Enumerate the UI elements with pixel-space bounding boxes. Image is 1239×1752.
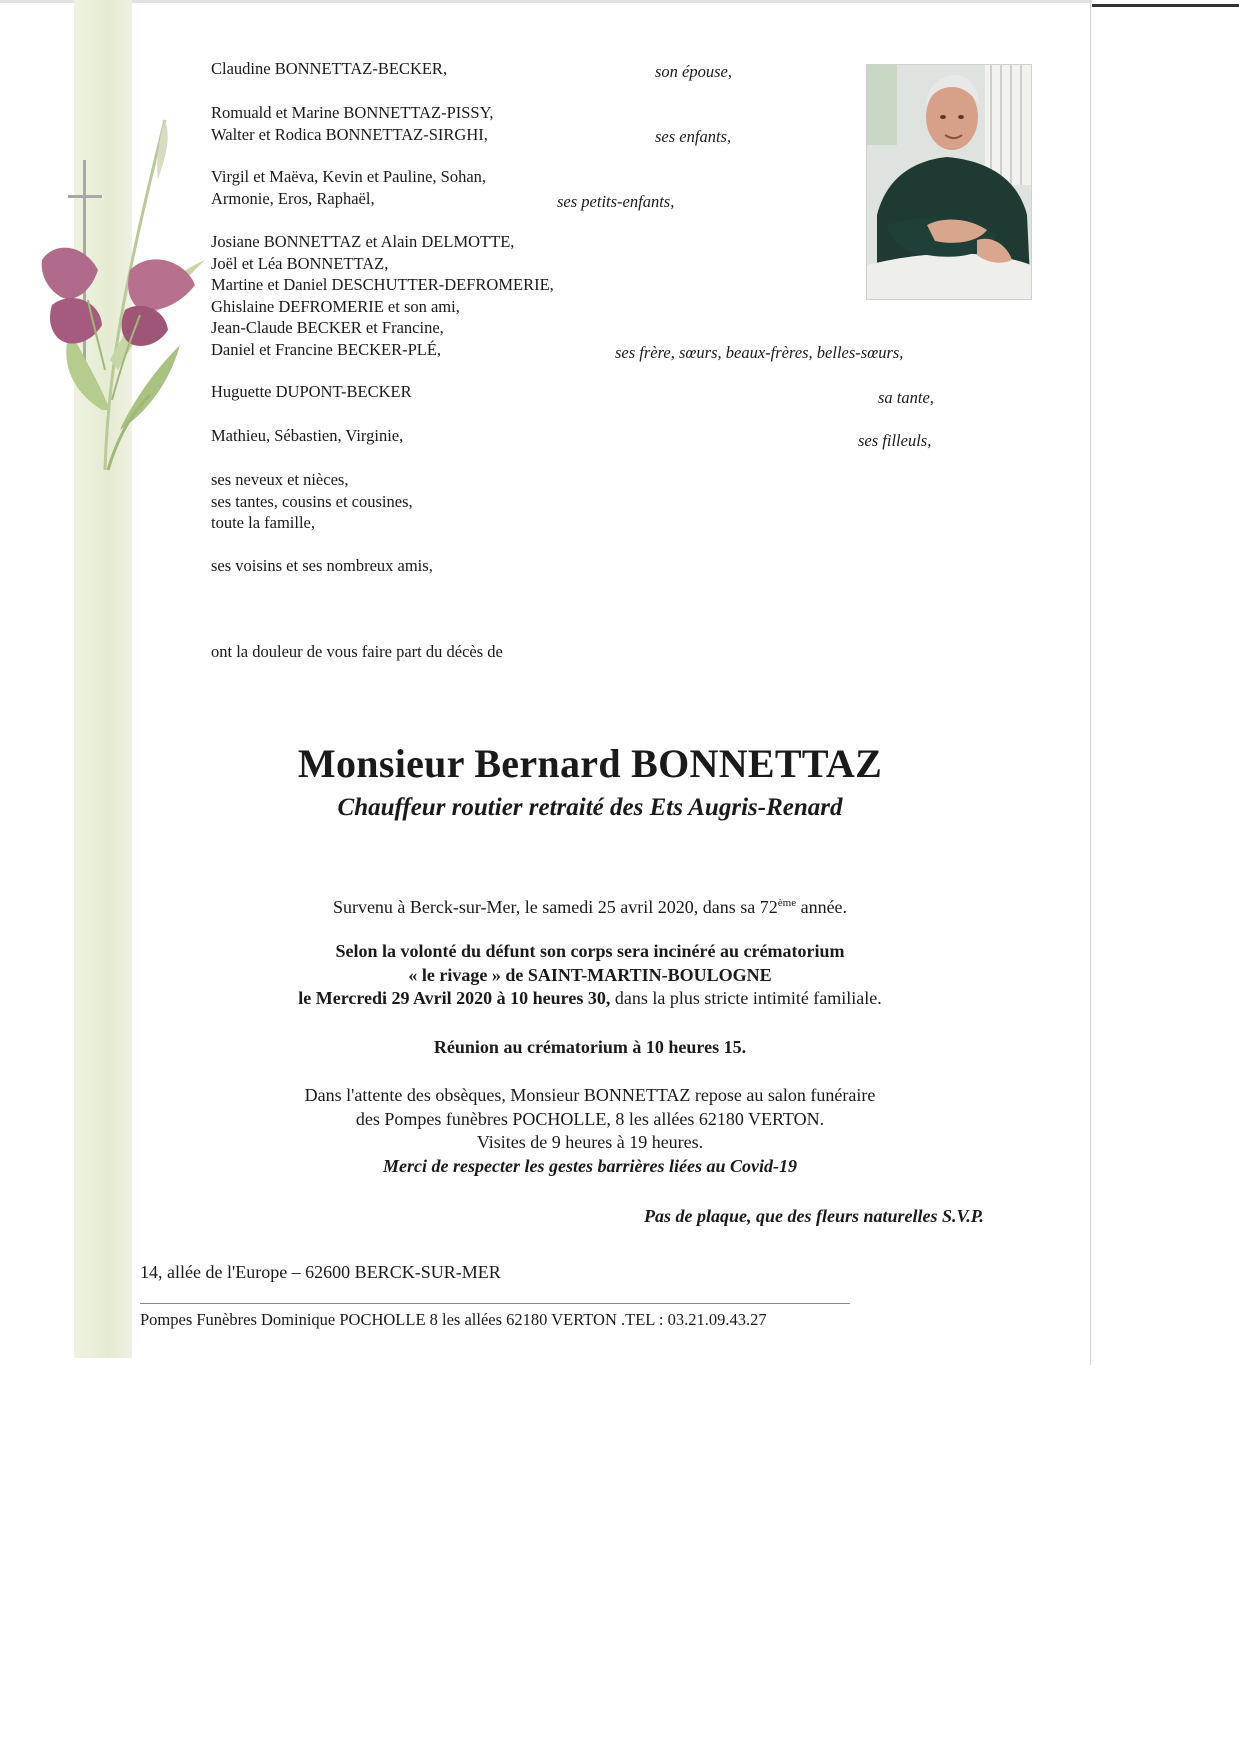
relation-label: ses petits-enfants, <box>557 192 675 211</box>
family-group-grandchildren <box>211 166 486 209</box>
footer-divider <box>140 1303 850 1304</box>
death-text-suffix: année. <box>796 897 848 917</box>
relation-label: sa tante, <box>878 388 934 407</box>
announcement-text: ont la douleur de vous faire part du décès de <box>211 642 503 661</box>
flowers-note: Pas de plaque, que des fleurs naturelles S.V.P. <box>644 1206 984 1226</box>
family-group-siblings <box>211 231 554 360</box>
portrait-illustration <box>867 65 1031 299</box>
ceremony-line: « le rivage » de SAINT-MARTIN-BOULOGNE <box>408 964 772 985</box>
family-name-line: toute la famille, <box>211 513 316 532</box>
ceremony-line: Selon la volonté du défunt son corps sera incinéré au crématorium <box>335 941 845 961</box>
relation-label: son épouse, <box>655 62 732 81</box>
family-group-children <box>211 102 494 145</box>
family-name-line: Walter et Rodica BONNETTAZ-SIRGHI, <box>211 124 488 144</box>
family-name-line: Martine et Daniel DESCHUTTER-DEFROMERIE, <box>211 275 554 294</box>
family-name-line: Huguette DUPONT-BECKER <box>211 382 412 401</box>
covid-notice: Merci de respecter les gestes barrières liées au Covid-19 <box>383 1155 797 1176</box>
family-group-aunt <box>211 381 412 403</box>
death-notice <box>0 892 1180 920</box>
family-name-line: Jean-Claude BECKER et Francine, <box>211 318 444 337</box>
family-group-spouse <box>211 58 447 80</box>
family-name-line: Mathieu, Sébastien, Virginie, <box>211 426 404 445</box>
family-name-line: Virgil et Maëva, Kevin et Pauline, Sohan, <box>211 167 487 186</box>
deceased-occupation: Chauffeur routier retraité des Ets Augris-Renard <box>337 794 843 821</box>
ceremony-info <box>0 940 1180 1011</box>
sheet-top-edge <box>0 0 1092 3</box>
family-name-line: Daniel et Francine BECKER-PLÉ, <box>211 339 442 359</box>
family-name-line: Josiane BONNETTAZ et Alain DELMOTTE, <box>211 232 515 251</box>
address: 14, allée de l'Europe – 62600 BERCK-SUR-MER <box>140 1262 501 1282</box>
family-group-friends <box>211 555 433 577</box>
family-name-line: Ghislaine DEFROMERIE et son ami, <box>211 296 460 316</box>
relation-label: ses filleuls, <box>858 431 932 450</box>
family-name-line: Romuald et Marine BONNETTAZ-PISSY, <box>211 103 494 122</box>
family-name-line: ses tantes, cousins et cousines, <box>211 491 413 511</box>
ceremony-date: le Mercredi 29 Avril 2020 à 10 heures 30, <box>298 988 611 1008</box>
scan-border-mark <box>1092 4 1239 7</box>
ceremony-note: dans la plus stricte intimité familiale. <box>610 988 882 1008</box>
family-group-extended <box>211 469 413 534</box>
family-name-line: Joël et Léa BONNETTAZ, <box>211 253 389 273</box>
family-group-godchildren <box>211 425 403 447</box>
funeral-home-footer: Pompes Funèbres Dominique POCHOLLE 8 les allées 62180 VERTON .TEL : 03.21.09.43.27 <box>140 1310 767 1329</box>
family-name-line: Claudine BONNETTAZ-BECKER, <box>211 59 448 78</box>
rest-line: Dans l'attente des obsèques, Monsieur BONNETTAZ repose au salon funéraire <box>304 1085 876 1105</box>
family-name-line: ses voisins et ses nombreux amis, <box>211 556 433 575</box>
death-text: Survenu à Berck-sur-Mer, le samedi 25 avril 2020, dans sa 72 <box>332 897 778 917</box>
family-name-line: ses neveux et nièces, <box>211 470 349 489</box>
deceased-name: Monsieur Bernard BONNETTAZ <box>297 741 883 786</box>
calla-lily-cross-illustration <box>30 110 210 480</box>
family-name-line: Armonie, Eros, Raphaël, <box>211 188 375 208</box>
rest-line: Visites de 9 heures à 19 heures. <box>476 1132 704 1152</box>
cross-horizontal <box>68 195 102 198</box>
rest-info <box>0 1084 1180 1178</box>
meeting-info: Réunion au crématorium à 10 heures 15. <box>433 1037 747 1057</box>
relation-label: ses enfants, <box>655 127 732 146</box>
ordinal-superscript: ème <box>777 897 797 909</box>
deceased-portrait-photo <box>866 64 1032 300</box>
relation-label: ses frère, sœurs, beaux-frères, belles-sœurs, <box>615 343 904 362</box>
rest-line: des Pompes funèbres POCHOLLE, 8 les allées 62180 VERTON. <box>355 1108 825 1129</box>
